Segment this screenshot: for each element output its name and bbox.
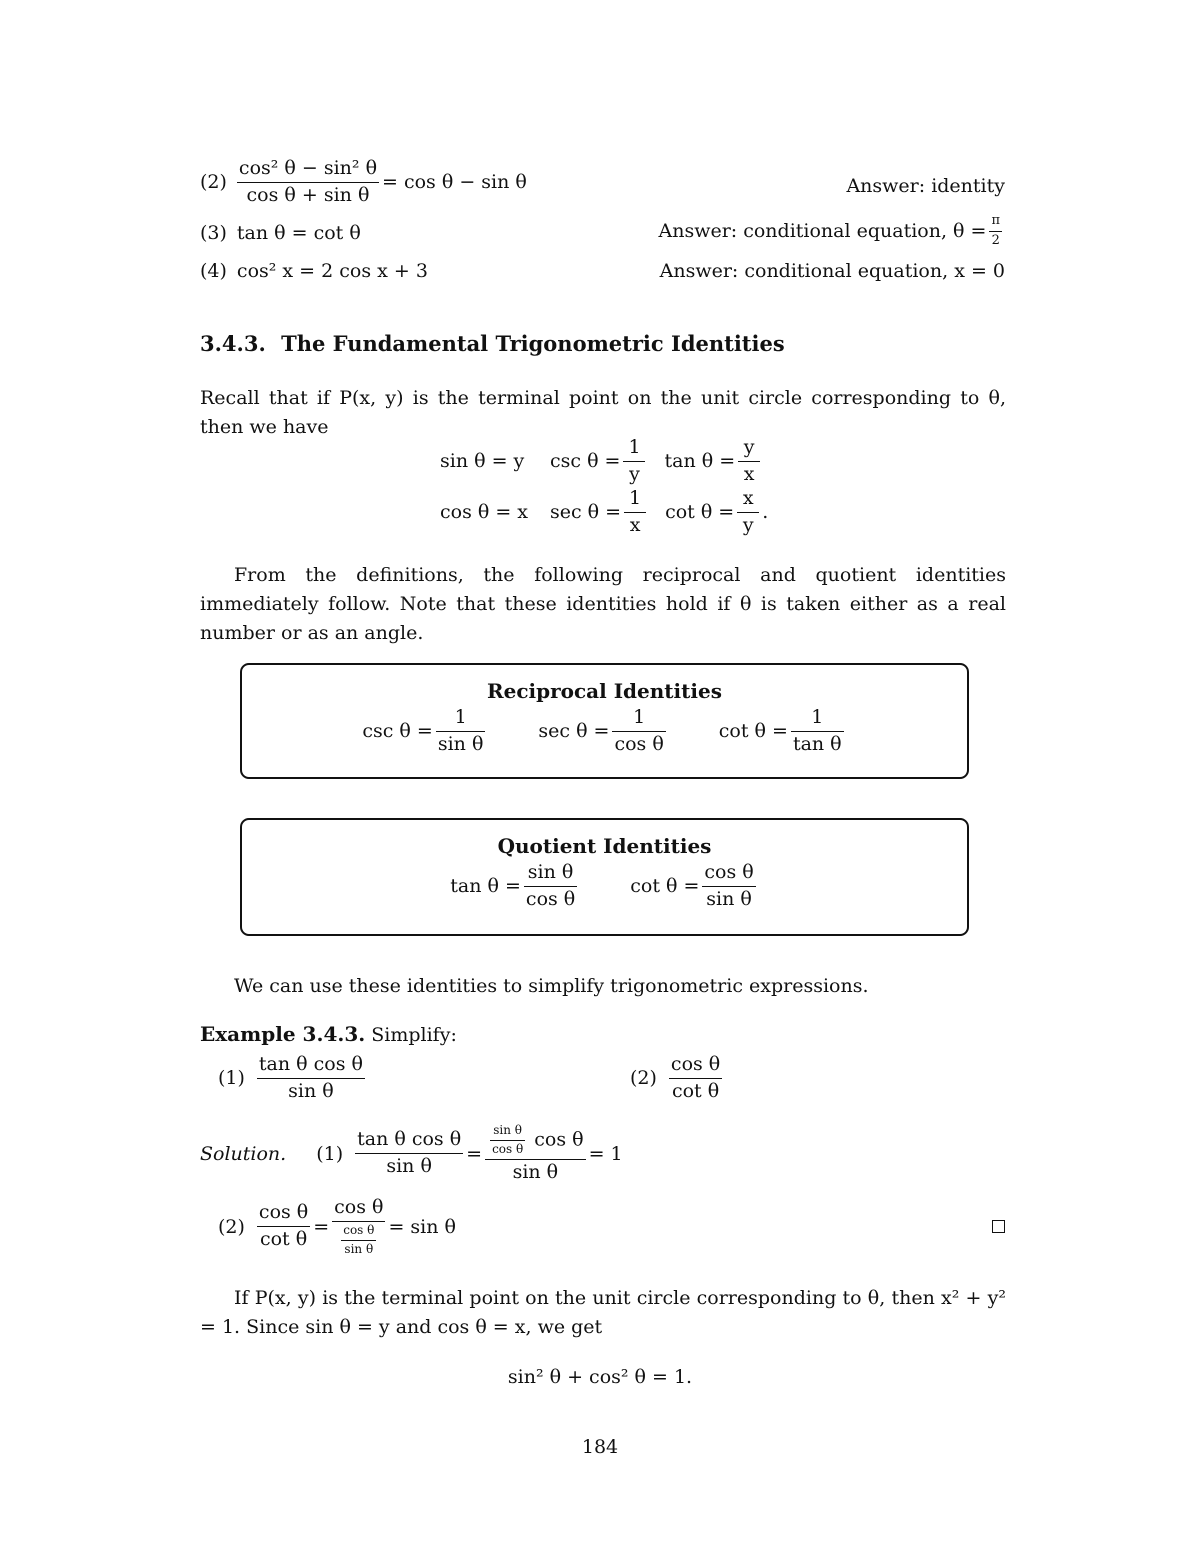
tan-definition: tan θ = — [664, 450, 736, 472]
problem-number: (2) — [630, 1067, 657, 1090]
answer-text: Answer: conditional equation, θ = — [658, 220, 987, 243]
denominator: sin θ — [355, 1153, 463, 1178]
numerator: cos θ — [704, 861, 754, 883]
exercise-number: (4) — [200, 260, 227, 282]
denominator: cos θ — [614, 732, 664, 755]
result: = 1 — [588, 1142, 623, 1165]
page-number: 184 — [581, 1436, 619, 1458]
intro-paragraph: Recall that if P(x, y) is the terminal point on the unit circle corresponding to θ, then we have — [200, 387, 1006, 438]
numerator: sin θ — [493, 1123, 523, 1137]
cot-definition: cot θ = — [665, 501, 735, 523]
fraction — [702, 862, 755, 911]
fraction — [436, 707, 486, 756]
reciprocal-identities-row — [242, 707, 967, 756]
exercise-2 — [200, 158, 527, 207]
exercise-3-answer — [658, 214, 1005, 249]
numerator: cos θ — [258, 1201, 309, 1224]
csc-identity — [362, 707, 488, 756]
exercise-number: (3) — [200, 222, 227, 244]
example-heading — [200, 1022, 457, 1046]
compound-fraction — [332, 1197, 385, 1256]
inner-fraction — [341, 1224, 376, 1257]
definitions-block — [440, 436, 768, 538]
sec-definition: sec θ = — [550, 501, 622, 523]
fraction — [237, 158, 379, 207]
denominator: sin θ — [257, 1078, 365, 1103]
numerator: 1 — [454, 706, 467, 728]
fraction — [624, 488, 646, 537]
definitions-paragraph: From the definitions, the following reciprocal and quotient identities immediately follow. Note that these identities hold if θ is taken either as a real number or as an angle. — [200, 564, 1006, 644]
denominator: cos θ + sin θ — [237, 182, 379, 207]
numerator — [485, 1124, 586, 1159]
pythagorean-identity: sin² θ + cos² θ = 1. — [507, 1366, 693, 1388]
solution-2 — [218, 1197, 456, 1256]
cot-identity — [630, 862, 758, 911]
section-title: The Fundamental Trigonometric Identities — [281, 331, 785, 356]
equation: tan θ = cot θ — [236, 222, 361, 244]
quotient-identities-row — [242, 862, 967, 911]
qed-symbol — [992, 1216, 1005, 1238]
sin-definition: sin θ = y — [440, 450, 525, 472]
example-prompt: Simplify: — [371, 1024, 457, 1046]
exercise-4 — [200, 260, 428, 282]
csc-definition: csc θ = — [550, 450, 621, 472]
denominator: x — [624, 512, 646, 537]
numerator: tan θ cos θ — [357, 1128, 462, 1151]
simplify-sentence: We can use these identities to simplify trigonometric expressions. — [234, 975, 869, 997]
identity-lhs: sec θ = — [538, 720, 610, 743]
numerator-tail: cos θ — [534, 1128, 584, 1151]
exercise-4-answer: Answer: conditional equation, x = 0 — [659, 260, 1005, 282]
exercise-number: (2) — [200, 171, 227, 194]
numerator: 1 — [629, 486, 642, 509]
reciprocal-identities-box — [240, 663, 969, 779]
problem-number: (1) — [218, 1067, 245, 1090]
denominator: 2 — [989, 231, 1002, 249]
inner-fraction — [490, 1124, 525, 1157]
denominator: cos θ — [492, 1141, 524, 1156]
fraction — [612, 707, 665, 756]
equals: = — [313, 1215, 330, 1238]
exercise-2-answer: Answer: identity — [846, 175, 1005, 197]
denominator: sin θ — [702, 886, 755, 911]
denominator: x — [738, 461, 760, 486]
denominator: y — [737, 512, 759, 537]
pi-over-two — [989, 214, 1002, 249]
fraction — [524, 862, 577, 911]
result: = sin θ — [388, 1215, 456, 1238]
identity-lhs: cot θ = — [718, 720, 788, 743]
cot-identity — [719, 707, 847, 756]
numerator: cos θ — [343, 1222, 375, 1237]
identity-lhs: cot θ = — [630, 875, 700, 898]
identity-lhs: tan θ = — [450, 875, 521, 898]
cos-definition: cos θ = x — [440, 501, 529, 523]
fraction — [257, 1054, 365, 1103]
numerator: π — [991, 213, 1000, 228]
period: . — [762, 501, 769, 523]
fraction — [737, 488, 759, 537]
denominator: cot θ — [257, 1226, 310, 1251]
fraction — [623, 437, 645, 486]
numerator: 1 — [633, 706, 646, 728]
equation-rhs: = cos θ − sin θ — [382, 171, 527, 194]
fraction — [257, 1202, 310, 1251]
denominator: sin θ — [437, 732, 484, 755]
equals: = — [466, 1142, 483, 1165]
sec-identity — [538, 707, 668, 756]
denominator — [332, 1221, 385, 1257]
numerator: sin θ — [527, 861, 574, 883]
exercise-3 — [200, 222, 361, 244]
example-label: Example 3.4.3. — [200, 1022, 366, 1046]
denominator: sin θ — [485, 1159, 586, 1184]
box-title: Reciprocal Identities — [487, 679, 722, 703]
denominator: cot θ — [669, 1078, 722, 1103]
example-problem-2 — [630, 1054, 725, 1103]
denominator: sin θ — [341, 1240, 376, 1257]
solution-label: Solution. — [200, 1142, 287, 1165]
tan-identity — [450, 862, 580, 911]
compound-fraction — [485, 1124, 586, 1183]
numerator: 1 — [811, 706, 824, 728]
denominator: tan θ — [792, 732, 842, 755]
solution-number: (1) — [316, 1142, 344, 1165]
example-problem-1 — [218, 1054, 368, 1103]
numerator: 1 — [628, 435, 641, 458]
pythagorean-paragraph: If P(x, y) is the terminal point on the unit circle corresponding to θ, then x² + y² = 1. Since sin θ = y and cos θ = x, we get — [200, 1287, 1006, 1338]
fraction — [791, 707, 844, 756]
denominator: cos θ — [525, 887, 576, 910]
fraction — [669, 1054, 722, 1103]
fraction — [738, 437, 760, 486]
solution-number: (2) — [218, 1215, 245, 1238]
equation: cos² x = 2 cos x + 3 — [236, 260, 428, 282]
denominator: y — [623, 461, 645, 486]
solution-1 — [200, 1124, 623, 1183]
numerator: x — [742, 486, 754, 509]
fraction — [355, 1129, 463, 1178]
numerator: tan θ cos θ — [258, 1053, 363, 1075]
section-number: 3.4.3. — [200, 331, 266, 356]
identity-lhs: csc θ = — [362, 720, 433, 743]
numerator: cos θ — [334, 1196, 384, 1218]
box-title: Quotient Identities — [497, 834, 712, 858]
numerator: cos θ — [670, 1053, 721, 1075]
quotient-identities-box — [240, 818, 969, 936]
numerator: cos² θ − sin² θ — [238, 157, 378, 179]
section-heading — [200, 331, 785, 356]
numerator: y — [743, 435, 755, 458]
